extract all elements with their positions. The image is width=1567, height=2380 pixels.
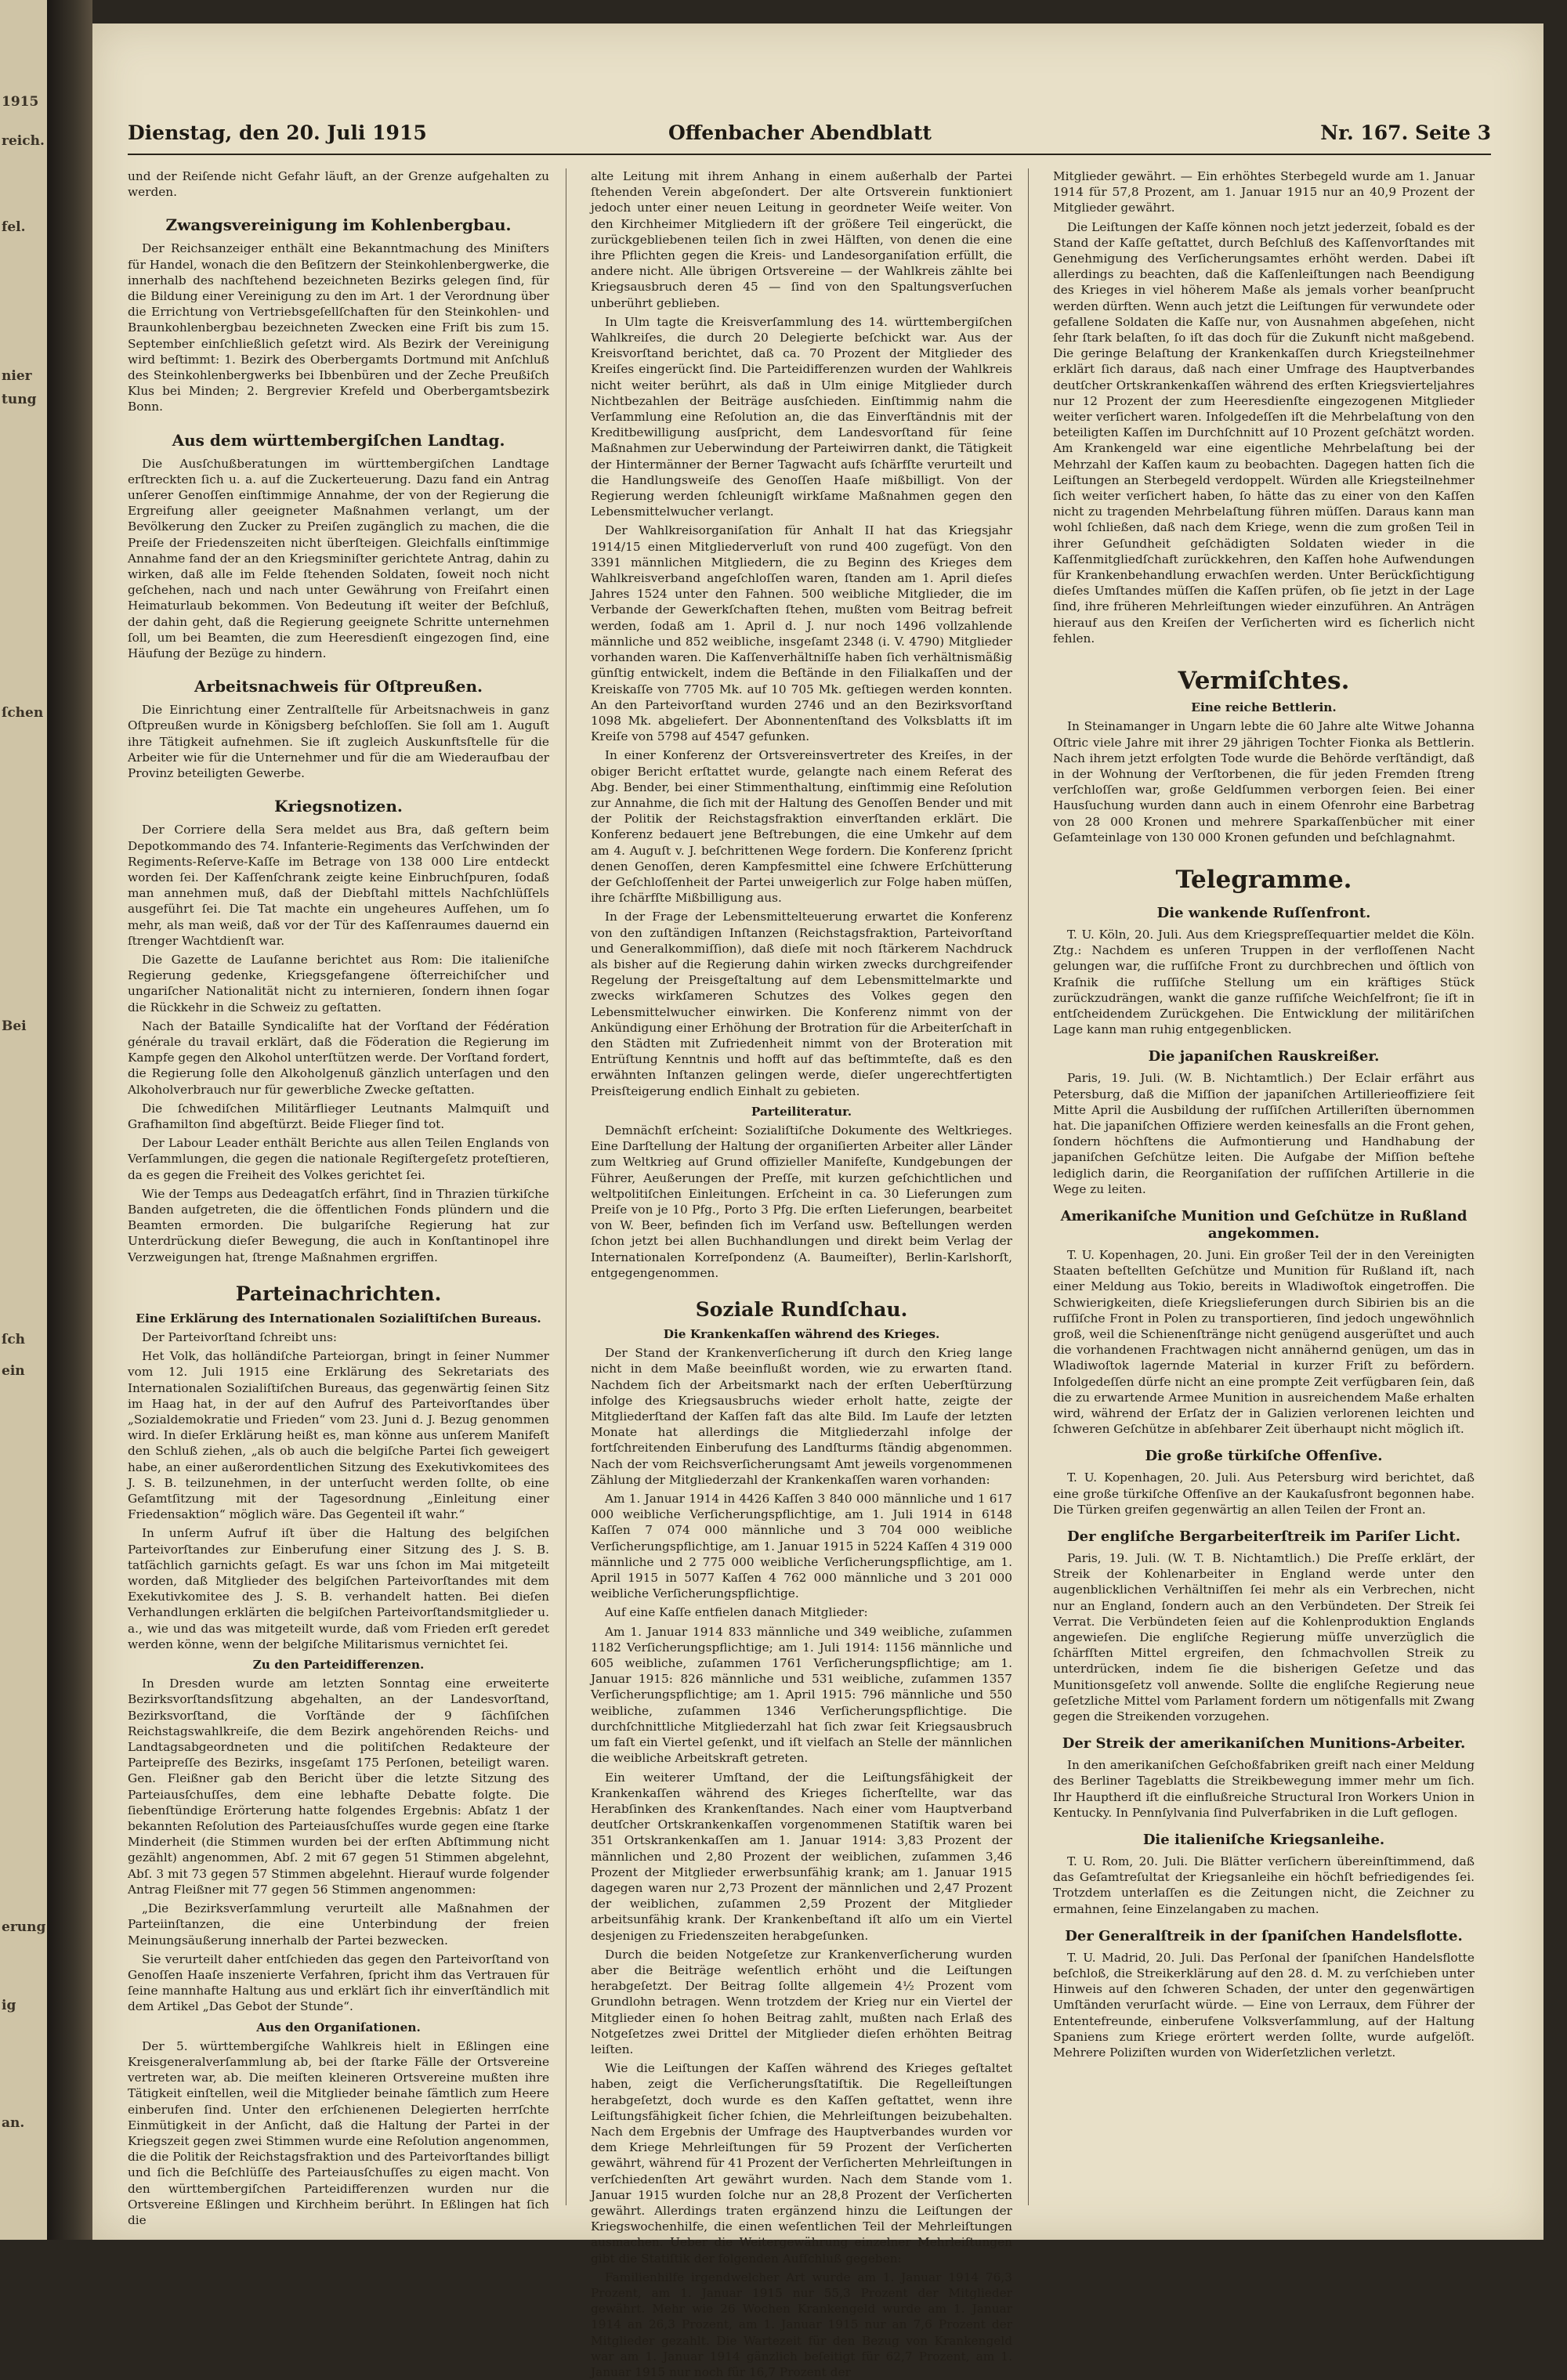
paragraph: In einer Konferenz der Ortsvereinsvertreter des Kreiſes, in der obiger Bericht erſtattet wurde, gelangte nach einem Referat des Abg. Bender, bei einer Stimmenthaltung, einſtimmig eine Reſolution zur Annahme, die ſich mit der Haltung des Genoſſen Bender und mit der Politik der Reichstagsfraktion einverſtanden erklärt. Die Konferenz bedauert jene Beſtrebungen, die eine Umkehr auf dem am 4. Auguſt v. J. beſchrittenen Wege fordern. Die Konferenz ſpricht denen Genoſſen, deren Kampfesmittel eine ſchwere Erſchütterung der Geſchloſſenheit der Partei unweigerlich zur Folge haben müſſen, ihre ſchärfſte Mißbilligung aus. — [591, 748, 1012, 906]
subheading: Eine Erklärung des Internationalen Sozialiſtiſchen Bureaus. — [136, 1311, 541, 1326]
paragraph: In Steinamanger in Ungarn lebte die 60 Jahre alte Witwe Johanna Oſtric viele Jahre mit ihrer 29 jährigen Tochter Fionka als Bettlerin. Nach ihrem jetzt erfolgten Tode wurde die Behörde verſtändigt, daß in der Wohnung der Verſtorbenen, die für jeden Fremden ſtreng verſchloſſen war, große Geldſummen verborgen ſeien. Bei einer Hausſuchung wurden dann auch in einem Ofenrohr eine Barbetrag von 28 000 Kronen und mehrere Sparkaſſenbücher mit einer Geſamteinlage von 130 000 Kronen gefunden und beſchlagnahmt. — [1053, 719, 1475, 845]
article-heading: Amerikaniſche Munition und Geſchütze in Rußland angekommen. — [1060, 1207, 1467, 1242]
article-heading: Der Streik der amerikaniſchen Munitions-Arbeiter. — [1062, 1735, 1466, 1752]
adjacent-page-strip — [0, 0, 47, 2240]
paragraph: T. U. Rom, 20. Juli. Die Blätter verſichern übereinſtimmend, daß das Geſamtreſultat der Kriegsanleihe ein höchſt befriedigendes ſei. Trotzdem unterlaſſen es die Zeitungen nicht, die Zeichner zu ermahnen, ſeine Einzelangaben zu machen. — [1053, 1854, 1475, 1916]
section-heading: Telegramme. — [1175, 865, 1352, 894]
paragraph: Die Leiſtungen der Kaſſe können noch jetzt jederzeit, ſobald es der Stand der Kaſſe geſtattet, durch Beſchluß des Kaſſenvorſtandes mit Genehmigung des Verſicherungsamtes erhöht werden. Dabei iſt allerdings zu beachten, daß die Kaſſenleiſtungen nach Beendigung des Krieges in viel höherem Maße als jemals vorher beanſprucht werden dürften. Wenn auch jetzt die Leiſtungen für verwundete oder gefallene Soldaten die Kaſſe nur, von Ausnahmen abgeſehen, nicht ſehr ſtark belaſten, ſo iſt das doch für die Zukunft nicht maßgebend. Die geringe Belaſtung der Krankenkaſſen durch Kriegsteilnehmer erklärt ſich daraus, daß nach einer Umfrage des Hauptverbandes deutſcher Ortskrankenkaſſen während des erſten Kriegsvierteljahres nur 12 Prozent der zum Heeresdienſte eingezogenen Mitglieder weiter verſichert waren. Infolgedeſſen iſt die Mehrbelaſtung von den beteiligten Kaſſen im Durchſchnitt auf 10 Prozent geſchätzt worden. Am Krankengeld war eine eigentliche Mehrbelaſtung bei der Mehrzahl der Kaſſen kaum zu beobachten. Dagegen hatten ſich die Leiſtungen an Sterbegeld verdoppelt. Würden alle Kriegsteilnehmer ſich weiter verſichert haben, ſo hätte das zu einer von den Kaſſen nicht zu tragenden Mehrbelaſtung führen müſſen. Daraus kann man wohl ſchließen, daß nach dem Kriege, wenn die zum großen Teil in ihrer Geſundheit geſchädigten Soldaten wieder in die Kaſſenmitgliedſchaft zurückkehren, den Kaſſen hohe Aufwendungen für Krankenbehandlung erwachſen werden. Unter Berückſichtigung dieſes Umſtandes müſſen die Kaſſen prüfen, ob ſie jetzt in der Lage ſind, ihre früheren Mehrleiſtungen wieder einzuführen. An Anträgen hierauf aus den Kreiſen der Verſicherten wird es ſicherlich nicht fehlen. — [1053, 219, 1475, 646]
article-heading: Aus dem württembergiſchen Landtag. — [172, 430, 505, 450]
strip-fragment: nier — [2, 368, 32, 384]
paragraph: In unſerm Aufruf iſt über die Haltung des belgiſchen Parteivorſtandes zur Einberufung einer Sitzung des J. S. B. tatſächlich garnichts geſagt. Es war uns ſchon im Mai mitgeteilt worden, daß Mitglieder des belgiſchen Parteivorſtandes mit dem Exekutivkomitee des J. S. B. verhandelt hatten. Bei dieſen Verhandlungen erklärten die belgiſchen Parteivorſtandsmitglieder u. a., wie und das was mitgeteilt wurde, daß vom Frieden erſt geredet werden könne, wenn der belgiſche Militarismus vernichtet ſei. — [128, 1526, 549, 1651]
newspaper-page — [92, 24, 1543, 2380]
column-2 — [591, 168, 1012, 2380]
paragraph: T. U. Kopenhagen, 20. Juli. Aus Petersburg wird berichtet, daß eine große türkiſche Offenſive an der Kaukaſusfront begonnen habe. Die Türken greifen gegenwärtig an allen Teilen der Front an. — [1053, 1470, 1475, 1517]
column-1 — [128, 168, 549, 2227]
paragraph: In Dresden wurde am letzten Sonntag eine erweiterte Bezirksvorſtandsſitzung abgehalten, an der Landesvorſtand, Bezirksvorſtand, die Vorſtände der 9 ſächſiſchen Reichstagswahlkreiſe, die dem Bezirk angehörenden Reichs- und Landtagsabgeordneten und die politiſchen Redakteure der Parteipreſſe des Bezirks, insgeſamt 175 Perſonen, beteiligt waren. Gen. Fleißner gab den Bericht über die letzte Sitzung des Parteiausſchuſſes, dem eine lebhafte Debatte folgte. Die ſiebenſtündige Erörterung hatte folgendes Ergebnis: Abſatz 1 der bekannten Reſolution des Parteiausſchuſſes wurde gegen eine ſtarke Minderheit (die Stimmen wurden bei der erſten Abſtimmung nicht gezählt) angenommen, Abſ. 2 mit 67 gegen 51 Stimmen abgelehnt, Abſ. 3 mit 73 gegen 57 Stimmen abgelehnt. Hierauf wurde folgender Antrag Fleißner mit 77 gegen 56 Stimmen angenommen: — [128, 1676, 549, 1897]
paragraph: Familienhilfe irgendwelcher Art wurde am 1. Januar 1914 76,3 Prozent, am 1. Januar 1915 nur 55,3 Prozent der Mitglieder gewährt. Mehr wie 26 Wochen Krankengeld wurde am 1. Januar 1914 an 26,3 Prozent, am 1. Januar 1915 nur an 7,6 Prozent der Mitglieder gezahlt. Die Wartezeit für den Bezug von Krankengeld war am 1. Januar 1914 gänzlich beſeitigt für 62,7 Prozent, am 1. Januar 1915 nur noch für 16,7 Prozent der — [591, 2270, 1012, 2380]
paragraph: Der Reichsanzeiger enthält eine Bekanntmachung des Miniſters für Handel, wonach die den Beſitzern der Steinkohlenbergwerke, die innerhalb des nachſtehend bezeichneten Bezirks gelegen ſind, für die Bildung einer Vereinigung zu den im Art. 1 der Verordnung über die Errichtung von Vertriebsgeſellſchaften für den Steinkohlen- und Braunkohlenbergbau bezeichneten Zwecken eine Friſt bis zum 15. September einſchließlich geſetzt wird. Als Bezirk der Vereinigung wird beſtimmt: 1. Bezirk des Oberbergamts Dortmund mit Anſchluß des Steinkohlenbergwerks bei Ibbenbüren und der Zeche Preußiſch Klus bei Minden; 2. Bergrevier Krefeld und Oberbergamtsbezirk Bonn. — [128, 241, 549, 414]
page-header — [128, 121, 1491, 153]
paragraph: T. U. Madrid, 20. Juli. Das Perſonal der ſpaniſchen Handelsflotte beſchloß, die Streikerklärung auf den 28. d. M. zu verſchieben unter Hinweis auf den ſchweren Schaden, der unter den gegenwärtigen Umſtänden verurſacht würde. — Eine von Lerraux, dem Führer der Ententefreunde, einberufene Volksverſammlung, auf der Haltung Spaniens zum Kriege erörtert werden ſollte, wurde aufgelöſt. Mehrere Poliziſten wurden von Widerſetzlichen verletzt. — [1053, 1950, 1475, 2060]
paragraph: In der Frage der Lebensmittelteuerung erwartet die Konferenz von den zuſtändigen Inſtanzen (Reichstagsfraktion, Parteivorſtand und Generalkommiſſion), daß dieſe mit noch ſtärkerem Nachdruck als bisher auf die Regierung dahin wirken zwecks durchgreifender Regelung der Preisgeſtaltung auf dem Lebensmittelmarkte und zwecks wirkſameren Schutzes des Volkes gegen den Lebensmittelwucher einwirken. Die Konferenz nimmt von der Ankündigung einer Erhöhung der Brotration für die Arbeiterſchaft in den Städten mit Zufriedenheit nimmt von der Broteration mit Entrüſtung Kenntnis und hofft auf das beſtimmteſte, daß es den erwähnten Inſtanzen gelingen werde, dieſer ungerechtfertigten Preisſteigerung endlich Einhalt zu gebieten. — [591, 910, 1012, 1098]
paragraph: alte Leitung mit ihrem Anhang in einem außerhalb der Partei ſtehenden Verein abgeſondert. Der alte Ortsverein funktioniert jedoch unter einer neuen Leitung in geordneter Weiſe weiter. Von den Kirchheimer Mitgliedern iſt der größere Teil eingerückt, die zurückgebliebenen teilen ſich in zwei Hälften, von denen die eine ihre Pflichten gegen die Kreis- und Landesorganiſation erfüllt, die andere nicht. Alle übrigen Ortsvereine — der Wahlkreis zählte bei Kriegsausbruch deren 45 — ſind von den Spaltungsverſuchen unberührt geblieben. — [591, 169, 1012, 310]
paragraph: Durch die beiden Notgeſetze zur Krankenverſicherung wurden aber die Beiträge weſentlich erhöht und die Leiſtungen herabgeſetzt. Der Beitrag ſollte allgemein 4½ Prozent vom Grundlohn betragen. Wenn trotzdem der Krieg nur ein Viertel der Mitglieder einen ſo hohen Beitrag zahlt, mußten nach Erlaß des Notgeſetzes zwei Drittel der Mitglieder dieſen erhöhten Beitrag leiſten. — [591, 1947, 1012, 2056]
paragraph: T. U. Kopenhagen, 20. Juni. Ein großer Teil der in den Vereinigten Staaten beſtellten Geſchütze und Munition für Rußland iſt, nach einer Meldung aus Tokio, bereits in Wladiwoſtok eingetroffen. Die Schwierigkeiten, dieſe Kriegslieferungen durch Sibirien bis an die ruſſiſche Front in Polen zu transportieren, ſind jedoch ungewöhnlich groß, weil die Schienenſtränge nicht genügend ausgerüſtet und auch die vorhandenen Frachtwagen nicht annähernd genügen, um das in Wladiwoſtok lagernde Material in kurzer Friſt zu befördern. Infolgedeſſen dürfe nicht an eine prompte Zeit verfügbaren ſein, daß die zu erwartende Armee Munition in ausreichendem Maße erhalten wird, während der Erſatz der in Galizien verlorenen leichten und ſchweren Geſchütze in abſehbarer Zeit überhaupt nicht möglich iſt. — [1053, 1247, 1475, 1437]
article-heading: Arbeitsnachweis für Oſtpreußen. — [194, 677, 483, 696]
strip-fragment: Bei — [2, 1018, 27, 1034]
subheading: Aus den Organiſationen. — [256, 2020, 421, 2035]
paragraph: Nach der Bataille Syndicaliſte hat der Vorſtand der Fédération générale du travail erklärt, daß die Föderation die Regierung im Kampfe gegen den Alkohol unterſtützen werde. Der Vorſtand fordert, die Regierung ſolle den Alkoholgenuß gänzlich unterſagen und den Alkoholverbrauch nur für gewerbliche Zwecke geſtatten. — [128, 1018, 549, 1097]
paragraph: Die Ausſchußberatungen im württembergiſchen Landtage erſtreckten ſich u. a. auf die Zuckerteuerung. Dazu fand ein Antrag unſerer Genoſſen einſtimmige Annahme, der von der Regierung die Ergreifung aller geeigneter Maßnahmen verlangt, um der Bevölkerung den Zucker zu Preiſen zugänglich zu machen, die die Preiſe der Friedenszeiten nicht überſteigen. Gleichfalls einſtimmige Annahme fand der an den Kriegsminiſter gerichtete Antrag, dahin zu wirken, daß alle im Felde ſtehenden Soldaten, ſoweit noch nicht geſchehen, nach und nach unter Gewährung von Freiſahrt einen Heimaturlaub bekommen. Von Bedeutung iſt weiter der Beſchluß, der dahin geht, daß die Regierung geeignete Schritte unternehmen ſoll, um bei Beamten, die zum Heeresdienſt eingezogen ſind, eine Häufung der Bezüge zu hindern. — [128, 456, 549, 661]
paragraph: Auf eine Kaſſe entfielen danach Mitglieder: — [605, 1605, 868, 1620]
article-heading: Zwangsvereinigung im Kohlenbergbau. — [165, 215, 512, 235]
strip-fragment: erung — [2, 1919, 46, 1935]
paragraph: Wie die Leiſtungen der Kaſſen während des Krieges geſtaltet haben, zeigt die Verſicherungsſtatiſtik. Die Regelleiſtungen herabgeſetzt, doch wurde es den Kaſſen geſtattet, wenn ihre Leiſtungsfähigkeit ſicher ſchien, die Mehrleiſtungen beizubehalten. Nach dem Ergebnis der Umfrage des Hauptverbandes wurden vor dem Kriege Mehrleiſtungen für 59 Prozent der Verſicherten gewährt, während für 41 Prozent der Verſicherten Mehrleiſtungen in verſchiedenſten Art gewährt wurden. Nach dem Stande vom 1. Januar 1915 wurden ſolche nur an 28,8 Prozent der Verſicherten gewährt. Allerdings traten ergänzend hinzu die Leiſtungen der Kriegswochenhilfe, die einen weſentlichen Teil der Mehrleiſtungen ausmachen. Ueber die Weitergewährung einzelner Mehrleiſtungen gibt die Statiſtik der folgenden Aufſchluß gegeben: — [591, 2061, 1012, 2266]
paragraph: Die Gazette de Lauſanne berichtet aus Rom: Die italieniſche Regierung gedenke, Kriegsgefangene öſterreichiſcher und ungariſcher Nationalität nicht zu internieren, ſondern ihnen ſogar die Rückkehr in die Schweiz zu geſtatten. — [128, 952, 549, 1015]
header-date: Dienstag, den 20. Juli 1915 — [128, 121, 427, 144]
column-divider — [1028, 168, 1029, 2205]
article-heading: Kriegsnotizen. — [274, 797, 403, 816]
strip-fragment: ſchen — [2, 705, 44, 721]
paragraph: Die Einrichtung einer Zentralſtelle für Arbeitsnachweis in ganz Oſtpreußen wurde in Königsberg beſchloſſen. Sie ſoll am 1. Auguſt ihre Tätigkeit aufnehmen. Sie iſt zugleich Auskunftsſtelle für die Arbeiter wie für die Unternehmer und für die am Wiederaufbau der Provinz beteiligten Gewerbe. — [128, 703, 549, 781]
paragraph: Demnächſt erſcheint: Sozialiſtiſche Dokumente des Weltkrieges. Eine Darſtellung der Haltung der organiſierten Arbeiter aller Länder zum Weltkrieg auf Grund offizieller Manifeſte, Kundgebungen der Führer, Aeußerungen der Preſſe, mit kurzen geſchichtlichen und weltpolitiſchen Einleitungen. Erſcheint in ca. 30 Lieferungen zum Preiſe von je 10 Pfg., Porto 3 Pfg. Die erſten Lieferungen, bearbeitet von W. Beer, befinden ſich im Verſand usw. Beſtellungen werden ſchon jetzt bei allen Buchhandlungen und direkt beim Verlag der Internationalen Korreſpondenz (A. Baumeiſter), Berlin-Karlshorſt, entgegengenommen. — [591, 1123, 1012, 1280]
header-page-number: Nr. 167. Seite 3 — [1320, 121, 1491, 144]
paragraph: Am 1. Januar 1914 in 4426 Kaſſen 3 840 000 männliche und 1 617 000 weibliche Verſicherungspflichtige, am 1. Juli 1914 in 6148 Kaſſen 7 074 000 männliche und 3 704 000 weibliche Verſicherungspflichtige, am 1. Januar 1915 in 5224 Kaſſen 4 319 000 männliche und 2 775 000 weibliche Verſicherungspflichtige, am 1. April 1915 in 5077 Kaſſen 4 762 000 männliche und 3 201 000 weibliche Verſicherungspflichtige. — [591, 1492, 1012, 1601]
paragraph: Der Wahlkreisorganiſation für Anhalt II hat das Kriegsjahr 1914/15 einen Mitgliederverluſt von rund 400 zugefügt. Von den 3391 männlichen Mitgliedern, die zu Beginn des Krieges dem Wahlkreisverband angeſchloſſen waren, ſtanden am 1. April dieſes Jahres 1524 unter den Fahnen. 500 weibliche Mitglieder, die im Verbande der Gewerkſchaften ſtehen, mußten vom Beitrag befreit werden, ſodaß am 1. April d. J. nur noch 1496 vollzahlende männliche und 852 weibliche, insgeſamt 2348 (i. V. 4790) Mitglieder vorhanden waren. Die Kaſſenverhältniſſe haben ſich verhältnismäßig günſtig entwickelt, indem die Beſtände in den Filialkaſſen und der Kreiskaſſe von 7705 Mk. auf 10 705 Mk. geſtiegen werden konnten. An den Parteivorſtand wurden 2746 und an den Bezirksvorſtand 1098 Mk. abgeliefert. Der Abonnentenſtand des Volksblatts iſt im Kreiſe von 5798 auf 4547 gefunken. — [591, 523, 1012, 744]
paragraph: In Ulm tagte die Kreisverſammlung des 14. württembergiſchen Wahlkreiſes, die durch 20 Delegierte beſchickt war. Aus der Kreisvorſtand berichtet, daß ca. 70 Prozent der Mitglieder des Kreiſes eingerückt ſind. Die Parteidifferenzen wurden der Wahlkreis nicht weiter berührt, als daß in Ulm einige Mitglieder durch Nichtbezahlen der Beiträge ausſchieden. Einſtimmig nahm die Verſammlung eine Reſolution an, die das Einverſtändnis mit der Kreditbewilligung ausſpricht, dem Landesvorſtand für ſeine Maßnahmen zur Ueberwindung der Parteiwirren dankt, die Tätigkeit der Hintermänner der Berner Tagwacht aufs ſchärfſte verurteilt und die Handlungsweiſe des Genoſſen Haaſe mißbilligt. Von der Regierung werden ſchleunigſt wirkſame Maßnahmen gegen den Lebensmittelwucher verlangt. — [591, 314, 1012, 519]
subheading: Parteiliteratur. — [751, 1104, 852, 1119]
paragraph: Mitglieder gewährt. — Ein erhöhtes Sterbegeld wurde am 1. Januar 1914 für 57,8 Prozent, am 1. Januar 1915 nur an 40,9 Prozent der Mitglieder gewährt. — [1053, 169, 1475, 215]
article-heading: Die italieniſche Kriegsanleihe. — [1142, 1832, 1385, 1849]
paragraph: Paris, 19. Juli. (W. T. B. Nichtamtlich.) Die Preſſe erklärt, der Streik der Kohlenarbeiter in England werde unter den augenblicklichen Verhältniſſen ſei mehr als ein Verbrechen, nicht nur an England, ſondern auch an den Verbündeten. Der Streik ſei Verrat. Die Verbündeten ſeien auf die Kohlenproduktion Englands angewieſen. Die engliſche Regierung müſſe unverzüglich die ſchärfſten Mittel ergreifen, den ſchmachvollen Streik zu unterdrücken, indem ſie die bisherigen Geſetze und das Munitionsgeſetz voll anwende. Sollte die engliſche Regierung neue geſetzliche Mittel vom Parlament fordern um nötigenfalls mit Zwang gegen die Streikenden vorzugehen. — [1053, 1551, 1475, 1724]
paragraph: Der Parteivorſtand ſchreibt uns: — [142, 1329, 338, 1344]
article-heading: Die japaniſchen Rauskreißer. — [1148, 1048, 1380, 1065]
strip-fragment: ein — [2, 1363, 25, 1379]
subheading: Eine reiche Bettlerin. — [1191, 700, 1337, 715]
paragraph: Der Labour Leader enthält Berichte aus allen Teilen Englands von Verſammlungen, die gegen die nationale Regiſtergeſetz proteſtieren, da es gegen die Freiheit des Volkes gerichtet ſei. — [128, 1136, 549, 1182]
column-3 — [1053, 168, 1475, 2217]
strip-fragment: reich. — [2, 133, 45, 149]
paragraph: Die ſchwediſchen Militärflieger Leutnants Malmquiſt und Grafhamilton ſind abgeſtürzt. Beide Flieger ſind tot. — [128, 1101, 549, 1131]
article-heading: Der Generalſtreik in der ſpaniſchen Handelsflotte. — [1065, 1927, 1463, 1944]
paragraph: „Die Bezirksverſammlung verurteilt alle Maßnahmen der Parteiinſtanzen, die eine Unterbindung der freien Meinungsäußerung innerhalb der Partei bezwecken. — [128, 1901, 549, 1948]
book-spine — [47, 0, 92, 2240]
subheading: Zu den Parteidifferenzen. — [252, 1658, 425, 1673]
strip-fragment: tung — [2, 392, 37, 407]
paragraph: Wie der Temps aus Dedeagatſch erfährt, ſind in Thrazien türkiſche Banden aufgetreten, die die öffentlichen Fonds plündern und die Beamten ermorden. Die bulgariſche Regierung hat zur Unterdrückung dieſer Bewegung, die auch in Konſtantinopel ihre Verzweigungen hat, ſtrenge Maßnahmen ergriffen. — [128, 1186, 549, 1264]
paragraph: Am 1. Januar 1914 833 männliche und 349 weibliche, zuſammen 1182 Verſicherungspflichtige; am 1. Juli 1914: 1156 männliche und 605 weibliche, zuſammen 1761 Verſicherungspflichtige; am 1. Januar 1915: 826 männliche und 531 weibliche, zuſammen 1357 Verſicherungspflichtige; am 1. April 1915: 796 männliche und 550 weibliche, zuſammen 1346 Verſicherungspflichtige. Die durchſchnittliche Mitgliederzahl hat ſich zwar ſeit Kriegsausbruch um faſt ein Viertel geſenkt, und iſt vielfach an Stelle der männlichen die weibliche Arbeitskraft getreten. — [591, 1624, 1012, 1766]
paragraph: Sie verurteilt daher entſchieden das gegen den Parteivorſtand von Genoſſen Haaſe inszenierte Verfahren, ſpricht ihm das Vertrauen für ſeine mannhafte Haltung aus und erklärt ſich ihr einverſtändlich mit dem Artikel „Das Gebot der Stunde“. — [128, 1951, 549, 2014]
paragraph: Ein weiterer Umſtand, der die Leiſtungsfähigkeit der Krankenkaſſen während des Krieges ſicherſtellte, war das Herabſinken des Krankenſtandes. Nach einer vom Hauptverband deutſcher Ortskrankenkaſſen vorgenommenen Statiſtik waren bei 351 Ortskrankenkaſſen am 1. Januar 1914: 3,83 Prozent der männlichen und 2,80 Prozent der weiblichen, zuſammen 3,46 Prozent der Mitglieder erwerbsunfähig krank; am 1. Januar 1915 dagegen waren nur 2,73 Prozent der männlichen und 2,47 Prozent der weiblichen, zuſammen 2,59 Prozent der Mitglieder arbeitsunfähig krank. Der Krankenbeſtand iſt alſo um ein Viertel desjenigen zu Friedenszeiten herabgeſunken. — [591, 1770, 1012, 1943]
strip-fragment: 1915 — [2, 94, 39, 110]
section-heading: Vermiſchtes. — [1178, 667, 1350, 696]
paragraph: und der Reiſende nicht Gefahr läuft, an der Grenze aufgehalten zu werden. — [128, 169, 549, 200]
section-heading: Parteinachrichten. — [235, 1282, 442, 1305]
article-heading: Die wankende Ruſſenfront. — [1156, 904, 1371, 921]
paragraph: Der Corriere della Sera meldet aus Bra, daß geſtern beim Depotkommando des 74. Infanterie-Regiments das Verſchwinden der Regiments-Reſerve-Kaſſe im Betrage von 138 000 Lire entdeckt worden ſei. Der Kaſſenſchrank zeigte keine Einbruchſpuren, ſodaß man annehmen muß, daß der Diebſtahl mittels Nachſchlüſſels ausgeführt ſei. Die Tat machte ein ungeheures Aufſehen, um ſo mehr, als man weiß, daß vor der Tür des Kaſſenraumes dauernd ein ſtrenger Wachtdienſt war. — [128, 823, 549, 948]
paragraph: In den amerikaniſchen Geſchoßfabriken greift nach einer Meldung des Berliner Tageblatts die Streikbewegung immer mehr um ſich. Ihr Hauptherd iſt die einflußreiche Structural Iron Workers Union in Kentucky. In Pennſylvania ſind Pulverfabriken in die Luft geflogen. — [1053, 1758, 1475, 1820]
article-heading: Der engliſche Bergarbeiterſtreik im Pariſer Licht. — [1067, 1528, 1460, 1546]
paragraph: Paris, 19. Juli. (W. B. Nichtamtlich.) Der Eclair erfährt aus Petersburg, daß die Miſſion der japaniſchen Artillerieoffiziere ſeit Mitte April die Ausbildung der ruſſiſchen Artilleriſten übernommen hat. Die japaniſchen Offiziere werden keinesfalls an die Front gehen, ſondern höchſtens die Aufmontierung und Handhabung der japaniſchen Geſchütze leiten. Die Aufgabe der Miſſion beſtehe lediglich darin, die Reorganiſation der ruſſiſchen Artillerie in die Wege zu leiten. — [1053, 1071, 1475, 1196]
subheading: Die Krankenkaſſen während des Krieges. — [663, 1327, 940, 1342]
paragraph: T. U. Köln, 20. Juli. Aus dem Kriegspreſſequartier meldet die Köln. Ztg.: Nachdem es unſeren Truppen in der verfloſſenen Nacht gelungen war, die ruſſiſche Front zu durchbrechen und öſtlich von Kraſnik die ruſſiſche Stellung um ein kräftiges Stück zurückzudrängen, wankt die ganze ruſſiſche Weichſelfront; ſie iſt in entſcheidendem Zurückgehen. Die Entwicklung der militäriſchen Lage kann man ruhig entgegenblicken. — [1053, 927, 1475, 1037]
strip-fragment: ig — [2, 1998, 16, 2013]
header-rule — [128, 154, 1491, 155]
header-paper-title: Offenbacher Abendblatt — [668, 121, 932, 144]
strip-fragment: fel. — [2, 219, 26, 235]
article-heading: Die große türkiſche Offenſive. — [1145, 1448, 1383, 1465]
strip-fragment: an. — [2, 2115, 25, 2131]
paragraph: Het Volk, das holländiſche Parteiorgan, bringt in ſeiner Nummer vom 12. Juli 1915 eine Erklärung des Sekretariats des Internationalen Sozialiſtiſchen Bureaus, das gegenwärtig ſeinen Sitz im Haag hat, in der auf den Aufruf des Parteivorſtandes über „Sozialdemokratie und Frieden“ vom 23. Juni d. J. Bezug genommen wird. In dieſer Erklärung heißt es, man könne aus unſerem Manifeſt den Schluß ziehen, „als ob auch die belgiſche Partei ſich geweigert habe, an einer außerordentlichen Sitzung des Exekutivkomitees des J. S. B. teilzunehmen, in der unterſucht werden ſollte, ob eine Geſamtſitzung mit der Tagesordnung „Einleitung einer Friedensaktion“ möglich wäre. Das Gegenteil iſt wahr.“ — [128, 1349, 549, 1522]
section-heading: Soziale Rundſchau. — [695, 1298, 908, 1322]
paragraph: Der 5. württembergiſche Wahlkreis hielt in Eßlingen eine Kreisgeneralverſammlung ab, bei der ſtarke Fälle der Ortsvereine vertreten war, ab. Die meiſten kleineren Ortsvereine mußten ihre Tätigkeit einſtellen, weil die Mitglieder beinahe ſämtlich zum Heere einberufen ſind. Unter den erſchienenen Delegierten herrſchte Einmütigkeit in der Anſicht, daß die Haltung der Partei in der Kriegszeit gegen zwei Stimmen wurde eine Reſolution angenommen, die die Politik der Reichstagsfraktion und des Parteivorſtandes billigt und ſich die Beſchlüſſe des Parteiausſchuſſes zu eigen macht. Von den württembergiſchen Parteidifferenzen wurden nur die Ortsvereine Eßlingen und Kirchheim berührt. In Eßlingen hat ſich die — [128, 2038, 549, 2227]
paragraph: Der Stand der Krankenverſicherung iſt durch den Krieg lange nicht in dem Maße beeinflußt worden, wie zu erwarten ſtand. Nachdem ſich der Arbeitsmarkt nach der erſten Ueberſtürzung infolge des Kriegsausbruchs wieder erholt hatte, zeigte der Mitgliederſtand der Kaſſen faſt das alte Bild. Im Laufe der letzten Monate hat allerdings die Mitgliederzahl infolge der fortſchreitenden Einberufung des Landſturms ſtändig abgenommen. Nach der vom Reichsverſicherungsamt Amt jeweils vorgenommenen Zählung der Mitgliederzahl der Krankenkaſſen waren vorhanden: — [591, 1346, 1012, 1487]
strip-fragment: ſch — [2, 1332, 26, 1347]
